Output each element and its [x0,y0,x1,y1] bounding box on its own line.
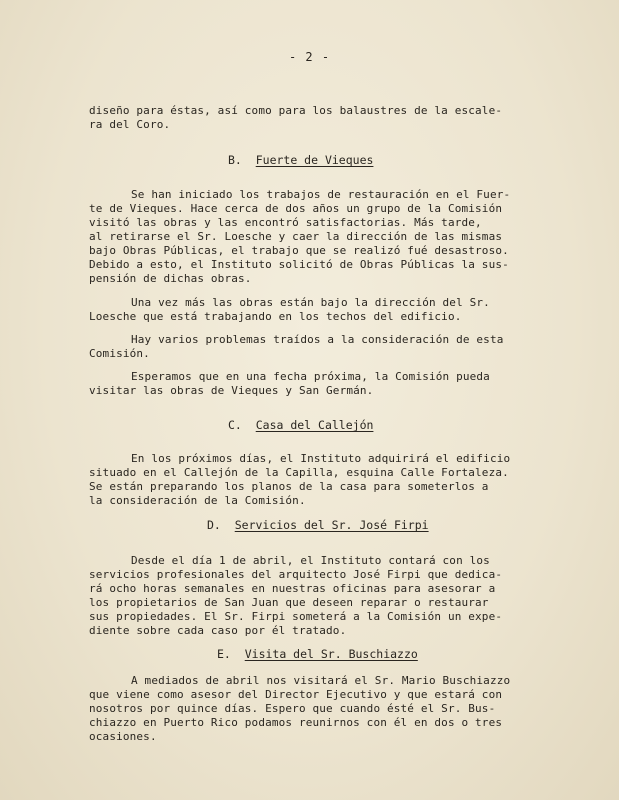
paragraph-line: En los próximos días, el Instituto adquirirá el edificio [131,452,511,465]
section-title: Casa del Callejón [255,418,374,432]
paragraph-line: situado en el Callejón de la Capilla, esquina Calle Fortaleza. [89,466,509,479]
paragraph-line: te de Vieques. Hace cerca de dos años un grupo de la Comisión [89,202,503,215]
paragraph-line: Se han iniciado los trabajos de restauración en el Fuer- [131,188,511,201]
paragraph-line: Esperamos que en una fecha próxima, la Comisión pueda [131,370,490,383]
paragraph-line: rá ocho horas semanales en nuestras oficinas para asesorar a [89,582,496,595]
paragraph-line: Se están preparando los planos de la casa para someterlos a [89,480,489,493]
paragraph-line: Debido a esto, el Instituto solicitó de Obras Públicas la sus- [89,258,509,271]
paragraph-line: Hay varios problemas traídos a la consideración de esta [131,333,504,346]
paragraph-line: nosotros por quince días. Espero que cuando ésté el Sr. Bus- [89,702,496,715]
paragraph-line: Desde el día 1 de abril, el Instituto contará con los [131,554,490,567]
paragraph-line: pensión de dichas obras. [89,272,252,285]
paragraph-line: chiazzo en Puerto Rico podamos reunirnos con él en dos o tres [89,716,503,729]
paragraph-line: bajo Obras Públicas, el trabajo que se realizó fué desastroso. [89,244,509,257]
paragraph-line: Una vez más las obras están bajo la dirección del Sr. [131,296,490,309]
section-heading-c [228,418,373,432]
section-letter: C. [228,418,242,432]
section-title: Servicios del Sr. José Firpi [234,518,429,532]
paragraph-line: Comisión. [89,347,150,360]
paragraph-line: que viene como asesor del Director Ejecutivo y que estará con [89,688,503,701]
paragraph-line: Loesche que está trabajando en los techos del edificio. [89,310,462,323]
paragraph-line: visitar las obras de Vieques y San Germán. [89,384,374,397]
paragraph-line: ocasiones. [89,730,157,743]
section-title: Visita del Sr. Buschiazzo [244,647,418,661]
page-number: - 2 - [288,50,331,64]
paragraph-line: al retirarse el Sr. Loesche y caer la dirección de las mismas [89,230,503,243]
section-letter: B. [228,153,242,167]
section-heading-b [228,153,373,167]
paragraph-line: visitó las obras y las encontró satisfactorias. Más tarde, [89,216,482,229]
intro-line: ra del Coro. [89,118,171,131]
paragraph-line: la consideración de la Comisión. [89,494,306,507]
section-letter: D. [207,518,221,532]
section-heading-d [207,518,429,532]
paragraph-line: sus propiedades. El Sr. Firpi someterá a la Comisión un expe- [89,610,503,623]
paragraph-line: A mediados de abril nos visitará el Sr. Mario Buschiazzo [131,674,511,687]
paragraph-line: servicios profesionales del arquitecto José Firpi que dedica- [89,568,503,581]
intro-line: diseño para éstas, así como para los balaustres de la escale- [89,104,503,117]
section-letter: E. [217,647,231,661]
paragraph-line: diente sobre cada caso por él tratado. [89,624,347,637]
section-title: Fuerte de Vieques [255,153,374,167]
section-heading-e [217,647,418,661]
paragraph-line: los propietarios de San Juan que deseen reparar o restaurar [89,596,489,609]
